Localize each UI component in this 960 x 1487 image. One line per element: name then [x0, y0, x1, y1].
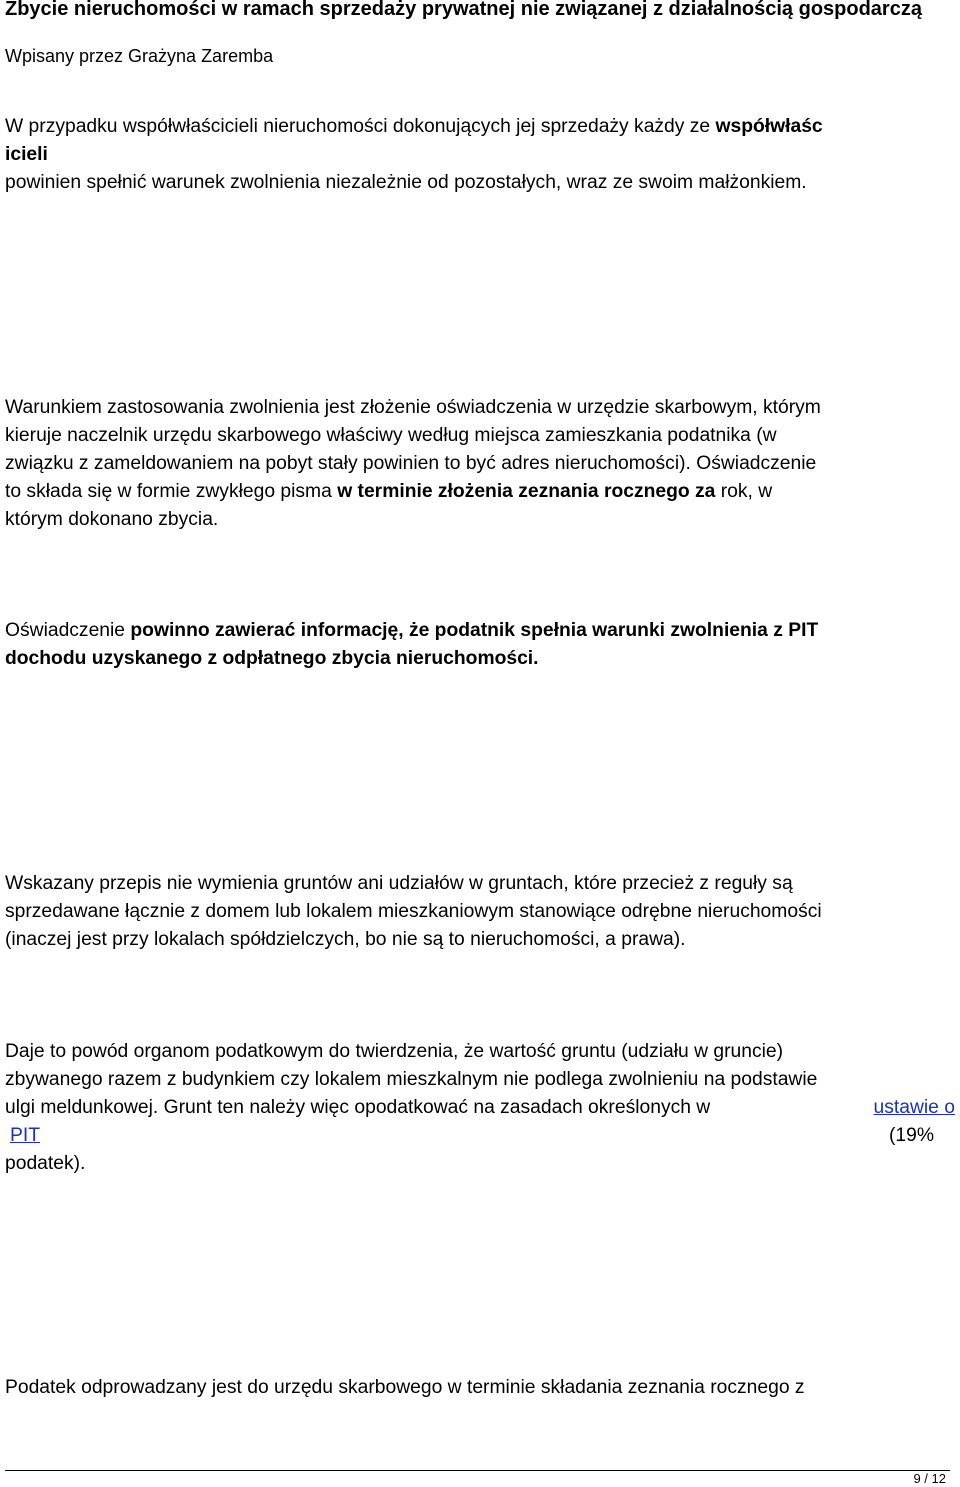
footer-divider — [5, 1470, 950, 1471]
paragraph-land-provision — [5, 870, 955, 954]
text-line: Warunkiem zastosowania zwolnienia jest złożenie oświadczenia w urzędzie skarbowym, którym — [5, 397, 821, 418]
text-line — [5, 617, 955, 645]
text-line — [5, 1122, 955, 1150]
document-title: Zbycie nieruchomości w ramach sprzedaży prywatnej nie związanej z działalnością gospodarczą — [5, 0, 922, 20]
page-number: 9 / 12 — [913, 1471, 946, 1486]
paragraph-declaration-content — [5, 617, 955, 673]
text-line — [5, 113, 955, 141]
text-segment: ulgi meldunkowej. Grunt ten należy więc opodatkować na zasadach określonych w — [5, 1097, 711, 1118]
bold-text: współwłaśc — [715, 116, 823, 137]
text-line: Podatek odprowadzany jest do urzędu skarbowego w terminie składania zeznania rocznego z — [5, 1377, 805, 1398]
text-line — [5, 645, 955, 673]
text-line: podatek). — [5, 1153, 86, 1174]
paragraph-tax-authority — [5, 1038, 955, 1178]
text-line — [5, 141, 955, 169]
author-line: Wpisany przez Grażyna Zaremba — [5, 46, 274, 66]
text-line: (inaczej jest przy lokalach spółdzielczych, bo nie są to nieruchomości, a prawa). — [5, 929, 686, 950]
text-line: związku z zameldowaniem na pobyt stały powinien to być adres nieruchomości). Oświadczenie — [5, 453, 817, 474]
text-segment: (19% — [888, 1125, 934, 1146]
bold-text: dochodu uzyskanego z odpłatnego zbycia nieruchomości. — [5, 648, 539, 669]
bold-text: powinno zawierać informację, że podatnik spełnia warunki zwolnienia z PIT — [130, 620, 819, 641]
pit-act-link-continued[interactable]: PIT — [10, 1125, 40, 1146]
text-line: którym dokonano zbycia. — [5, 509, 219, 530]
text-segment: rok, w — [715, 481, 773, 502]
paragraph-coowners — [5, 113, 955, 197]
text-line: Daje to powód organom podatkowym do twierdzenia, że wartość gruntu (udziału w gruncie) — [5, 1041, 784, 1062]
text-line — [5, 1094, 955, 1122]
paragraph-tax-payment — [5, 1374, 955, 1402]
bold-text: w terminie złożenia zeznania rocznego za — [337, 481, 716, 502]
text-segment: W przypadku współwłaścicieli nieruchomości dokonujących jej sprzedaży każdy ze — [5, 116, 716, 137]
text-line: sprzedawane łącznie z domem lub lokalem mieszkaniowym stanowiące odrębne nieruchomości — [5, 901, 822, 922]
text-line — [5, 478, 955, 506]
text-line: kieruje naczelnik urzędu skarbowego właściwy według miejsca zamieszkania podatnika (w — [5, 425, 777, 446]
paragraph-declaration-condition — [5, 394, 955, 534]
text-line: Wskazany przepis nie wymienia gruntów ani udziałów w gruntach, które przecież z reguły są — [5, 873, 793, 894]
text-segment: to składa się w formie zwykłego pisma — [5, 481, 338, 502]
text-line: zbywanego razem z budynkiem czy lokalem mieszkalnym nie podlega zwolnieniu na podstawie — [5, 1069, 818, 1090]
pit-act-link[interactable]: ustawie o — [873, 1097, 955, 1118]
text-segment: Oświadczenie — [5, 620, 131, 641]
text-line: powinien spełnić warunek zwolnienia niezależnie od pozostałych, wraz ze swoim małżonkiem. — [5, 172, 807, 193]
bold-text: icieli — [5, 144, 48, 165]
